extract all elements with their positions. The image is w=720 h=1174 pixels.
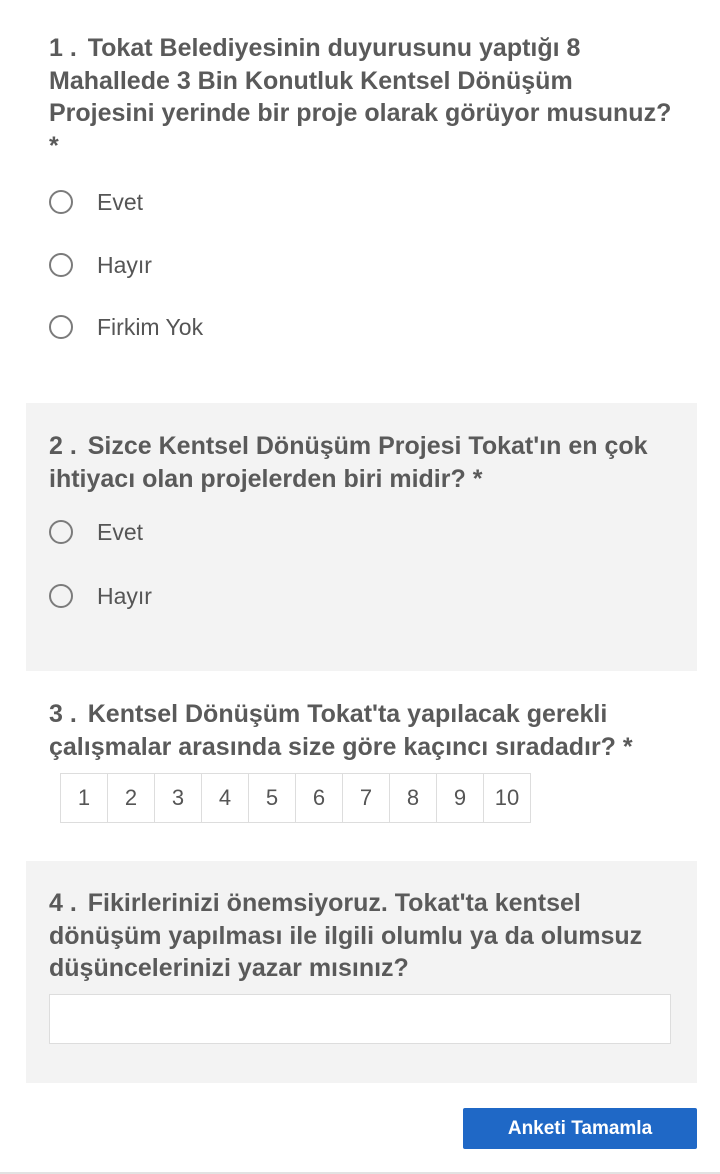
question-4-title: 4 . Fikirlerinizi önemsiyoruz. Tokat'ta kentsel dönüşüm yapılması ile ilgili olumlu ya da olumsuz düşüncelerinizi yazar mısınız? [49, 889, 643, 982]
scale-option-6[interactable]: 6 [296, 774, 343, 822]
radio-button-icon[interactable] [49, 253, 73, 277]
answer-text-input[interactable] [49, 994, 671, 1044]
radio-button-icon[interactable] [49, 584, 73, 608]
option-label: Evet [97, 518, 144, 545]
rating-scale [60, 773, 531, 823]
scale-option-8[interactable]: 8 [390, 774, 437, 822]
option-label: Hayır [97, 582, 152, 609]
question-3-title: 3 . Kentsel Dönüşüm Tokat'ta yapılacak gerekli çalışmalar arasında size göre kaçıncı sıradadır? * [49, 700, 633, 761]
question-4 [26, 861, 697, 1083]
scale-option-7[interactable]: 7 [343, 774, 390, 822]
scale-option-5[interactable]: 5 [249, 774, 296, 822]
scale-option-10[interactable]: 10 [484, 774, 531, 822]
question-2 [26, 403, 697, 671]
question-1 [26, 0, 697, 400]
scale-option-2[interactable]: 2 [108, 774, 155, 822]
scale-option-3[interactable]: 3 [155, 774, 202, 822]
question-2-option-evet[interactable] [49, 517, 143, 547]
complete-survey-button[interactable]: Anketi Tamamla [463, 1108, 697, 1149]
radio-button-icon[interactable] [49, 315, 73, 339]
option-label: Firkim Yok [97, 313, 204, 340]
radio-button-icon[interactable] [49, 520, 73, 544]
scale-option-4[interactable]: 4 [202, 774, 249, 822]
question-1-option-evet[interactable] [49, 187, 143, 217]
scale-option-1[interactable]: 1 [61, 774, 108, 822]
option-label: Evet [97, 188, 144, 215]
question-1-title: 1 . Tokat Belediyesinin duyurusunu yaptığı 8 Mahallede 3 Bin Konutluk Kentsel Dönüşüm Projesini yerinde bir proje olarak görüyor musunuz? * [49, 34, 672, 160]
question-3 [26, 671, 697, 861]
question-1-option-fikrim-yok[interactable] [49, 312, 203, 342]
radio-button-icon[interactable] [49, 190, 73, 214]
scale-option-9[interactable]: 9 [437, 774, 484, 822]
option-label: Hayır [97, 251, 152, 278]
question-1-option-hayir[interactable] [49, 250, 152, 280]
question-2-option-hayir[interactable] [49, 581, 152, 611]
question-2-title: 2 . Sizce Kentsel Dönüşüm Projesi Tokat'ın en çok ihtiyacı olan projelerden biri midir? * [49, 432, 648, 493]
